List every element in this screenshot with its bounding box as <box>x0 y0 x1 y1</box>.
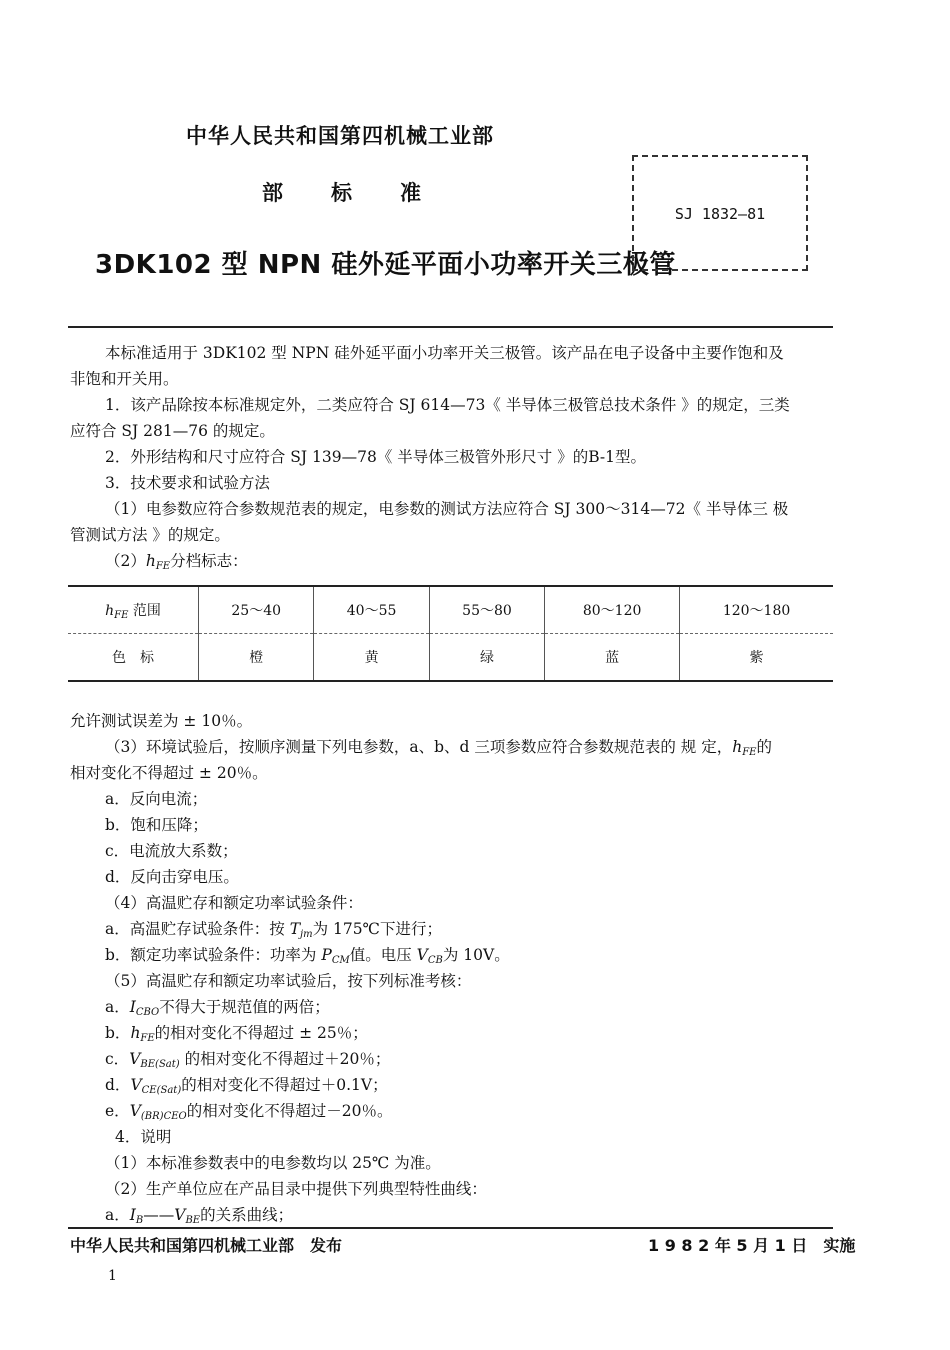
clause-text: （2） <box>105 552 146 570</box>
table-cell: 40～55 <box>314 586 429 634</box>
clause-4-2: （2）生产单位应在产品目录中提供下列典型特性曲线： <box>105 1180 487 1198</box>
clause-text: 为 175℃下进行； <box>312 920 442 938</box>
standard-type-char: 部 <box>262 181 283 205</box>
list-item: b．$h_{FE}$的相对变化不得超过 ± 25％； <box>105 1024 368 1044</box>
list-item: a．$I_B——V_{BE}$的关系曲线； <box>105 1206 294 1226</box>
clause-2: 2．外形结构和尺寸应符合 SJ 139—78《 半导体三极管外形尺寸 》的B-1型。 <box>105 448 646 466</box>
clause-text: 的相对变化不得超过＋20％； <box>184 1050 391 1068</box>
clause-3-1: （1）电参数应符合参数规范表的规定，电参数的测试方法应符合 SJ 300～314—72《 半导体三 极 <box>105 500 789 518</box>
table-row <box>68 586 833 634</box>
clause-text: 的关系曲线； <box>200 1206 294 1224</box>
clause-4: 4．说明 <box>115 1128 172 1146</box>
list-item: b．饱和压降； <box>105 816 208 834</box>
table-cell: 55～80 <box>429 586 544 634</box>
clause-3: 3．技术要求和试验方法 <box>105 474 270 492</box>
effective-date: 1 9 8 2 年 5 月 1 日 实施 <box>648 1236 856 1255</box>
clause-4-1: （1）本标准参数表中的电参数均以 25℃ 为准。 <box>105 1154 441 1172</box>
clause-text: 的相对变化不得超过－20％。 <box>186 1102 393 1120</box>
list-item: e．$V_{(BR)CEO}$的相对变化不得超过－20％。 <box>105 1102 393 1122</box>
page-number: 1 <box>108 1268 117 1284</box>
clause-text: 不得大于规范值的两倍； <box>159 998 330 1016</box>
standard-type-char: 准 <box>400 181 421 205</box>
clause-text: 的相对变化不得超过 ± 25％； <box>154 1024 368 1042</box>
clause-1-cont: 应符合 SJ 281—76 的规定。 <box>70 422 275 440</box>
standard-type-char: 标 <box>331 181 352 205</box>
table-cell: 黄 <box>314 634 429 682</box>
table-cell: 蓝 <box>545 634 680 682</box>
table-header-cell: $h_{FE}$ 范围 <box>68 586 199 634</box>
standard-number: SJ 1832—81 <box>674 205 766 223</box>
table-cell: 橙 <box>199 634 314 682</box>
ministry-name: 中华人民共和国第四机械工业部 <box>186 124 494 148</box>
clause-3-5: （5）高温贮存和额定功率试验后，按下列标准考核： <box>105 972 472 990</box>
document-title: 3DK102 型 NPN 硅外延平面小功率开关三极管 <box>95 250 676 280</box>
list-item: a．高温贮存试验条件：按 $T_{jm}$为 175℃下进行； <box>105 920 442 940</box>
footer-divider <box>68 1227 833 1229</box>
table-row <box>68 634 833 682</box>
table-cell: 80～120 <box>545 586 680 634</box>
clause-3-3-cont: 相对变化不得超过 ± 20％。 <box>70 764 268 782</box>
header-label: 范围 <box>132 602 161 619</box>
clause-text: 值。电压 <box>349 946 412 964</box>
intro-line: 本标准适用于 3DK102 型 NPN 硅外延平面小功率开关三极管。该产品在电子设备中主要作饱和及 <box>105 344 784 362</box>
header-divider <box>68 326 833 328</box>
clause-text: 分档标志： <box>170 552 248 570</box>
tolerance-note: 允许测试误差为 ± 10％。 <box>70 712 253 730</box>
intro-line: 非饱和开关用。 <box>70 370 179 388</box>
clause-3-1-cont: 管测试方法 》的规定。 <box>70 526 230 544</box>
table-cell: 紫 <box>680 634 833 682</box>
hfe-color-table <box>68 585 833 682</box>
standard-number-box <box>632 155 808 271</box>
list-item: c．电流放大系数； <box>105 842 238 860</box>
publisher: 中华人民共和国第四机械工业部 发布 <box>70 1236 343 1255</box>
list-item: a．反向电流； <box>105 790 208 808</box>
table-cell: 绿 <box>429 634 544 682</box>
list-item: a．$I_{CBO}$不得大于规范值的两倍； <box>105 998 330 1018</box>
list-item: d．$V_{CE(Sat)}$的相对变化不得超过＋0.1V； <box>105 1076 388 1096</box>
clause-text: a．高温贮存试验条件：按 <box>105 920 285 938</box>
clause-text: b．额定功率试验条件：功率为 <box>105 946 317 964</box>
clause-3-2: $(2)h_{FE}$分档标志： <box>105 552 248 572</box>
clause-text: （3）环境试验后，按顺序测量下列电参数，a、b、d 三项参数应符合参数规范表的 规 定， <box>105 738 733 756</box>
table-cell: 25～40 <box>199 586 314 634</box>
standard-type <box>262 177 469 207</box>
list-item: d．反向击穿电压。 <box>105 868 239 886</box>
clause-text: 为 10V。 <box>442 946 510 964</box>
clause-3-3: （3）环境试验后，按顺序测量下列电参数，a、b、d 三项参数应符合参数规范表的 规 定，$h_{FE}$的 <box>105 738 772 758</box>
list-item: b．额定功率试验条件：功率为 $P_{CM}$值。电压 $V_{CB}$为 10V。 <box>105 946 510 966</box>
clause-text: 的 <box>756 738 772 756</box>
table-cell: 120～180 <box>680 586 833 634</box>
list-item: c．$V_{BE(Sat)}$ 的相对变化不得超过＋20％； <box>105 1050 391 1070</box>
clause-1: 1．该产品除按本标准规定外，二类应符合 SJ 614—73《 半导体三极管总技术条件 》的规定，三类 <box>105 396 790 414</box>
clause-text: 的相对变化不得超过＋0.1V； <box>181 1076 388 1094</box>
clause-3-4: （4）高温贮存和额定功率试验条件： <box>105 894 363 912</box>
table-header-cell: 色 标 <box>68 634 199 682</box>
